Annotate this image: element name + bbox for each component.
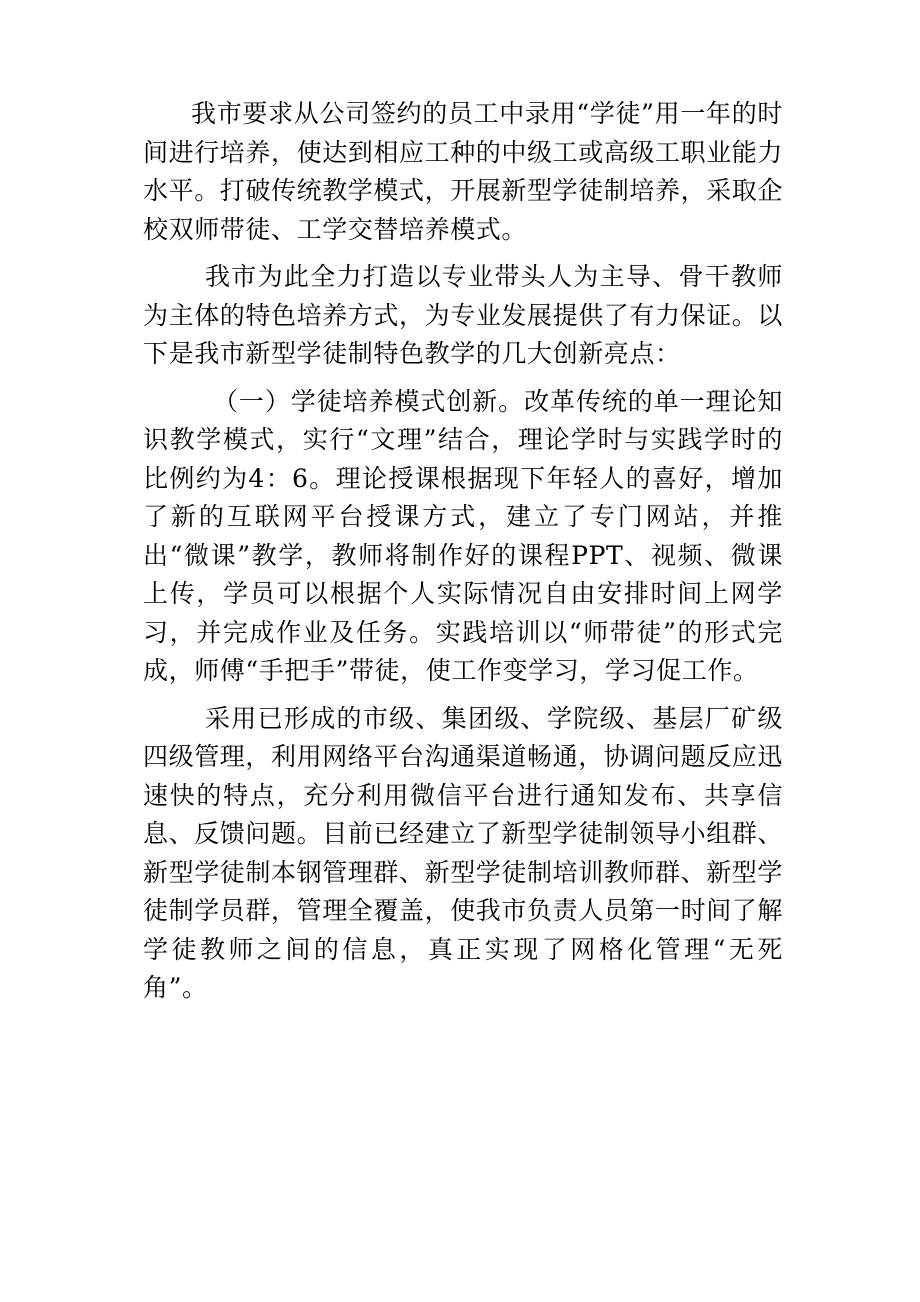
document-page bbox=[143, 95, 783, 1017]
paragraph-model-innovation: （一）学徒培养模式创新。改革传统的单一理论知识教学模式，实行“文理”结合，理论学时与实践学时的比例约为4：6。理论授课根据现下年轻人的喜好，增加了新的互联网平台授课方式，建立了专门网站，并推出“微课”教学，教师将制作好的课程PPT、视频、微课上传，学员可以根据个人实际情况自由安排时间上网学习，并完成作业及任务。实践培训以“师带徒”的形式完成，师傅“手把手”带徒，使工作变学习，学习促工作。 bbox=[143, 386, 783, 685]
paragraph-apprentice-recruitment: 我市要求从公司签约的员工中录用“学徒”用一年的时间进行培养，使达到相应工种的中级工或高级工职业能力水平。打破传统教学模式，开展新型学徒制培养，采取企校双师带徒、工学交替培养模式。 bbox=[143, 99, 784, 244]
paragraph-management: 采用已形成的市级、集团级、学院级、基层厂矿级四级管理，利用网络平台沟通渠道畅通，协调问题反应迅速快的特点，充分利用微信平台进行通知发布、共享信息、反馈问题。目前已经建立了新型学徒制领导小组群、新型学徒制本钢管理群、新型学徒制培训教师群、新型学徒制学员群，管理全覆盖，使我市负责人员第一时间了解学徒教师之间的信息，真正实现了网格化管理“无死角”。 bbox=[143, 703, 784, 1002]
paragraph-training-method: 我市为此全力打造以专业带头人为主导、骨干教师为主体的特色培养方式，为专业发展提供了有力保证。以下是我市新型学徒制特色教学的几大创新亮点： bbox=[143, 262, 784, 368]
